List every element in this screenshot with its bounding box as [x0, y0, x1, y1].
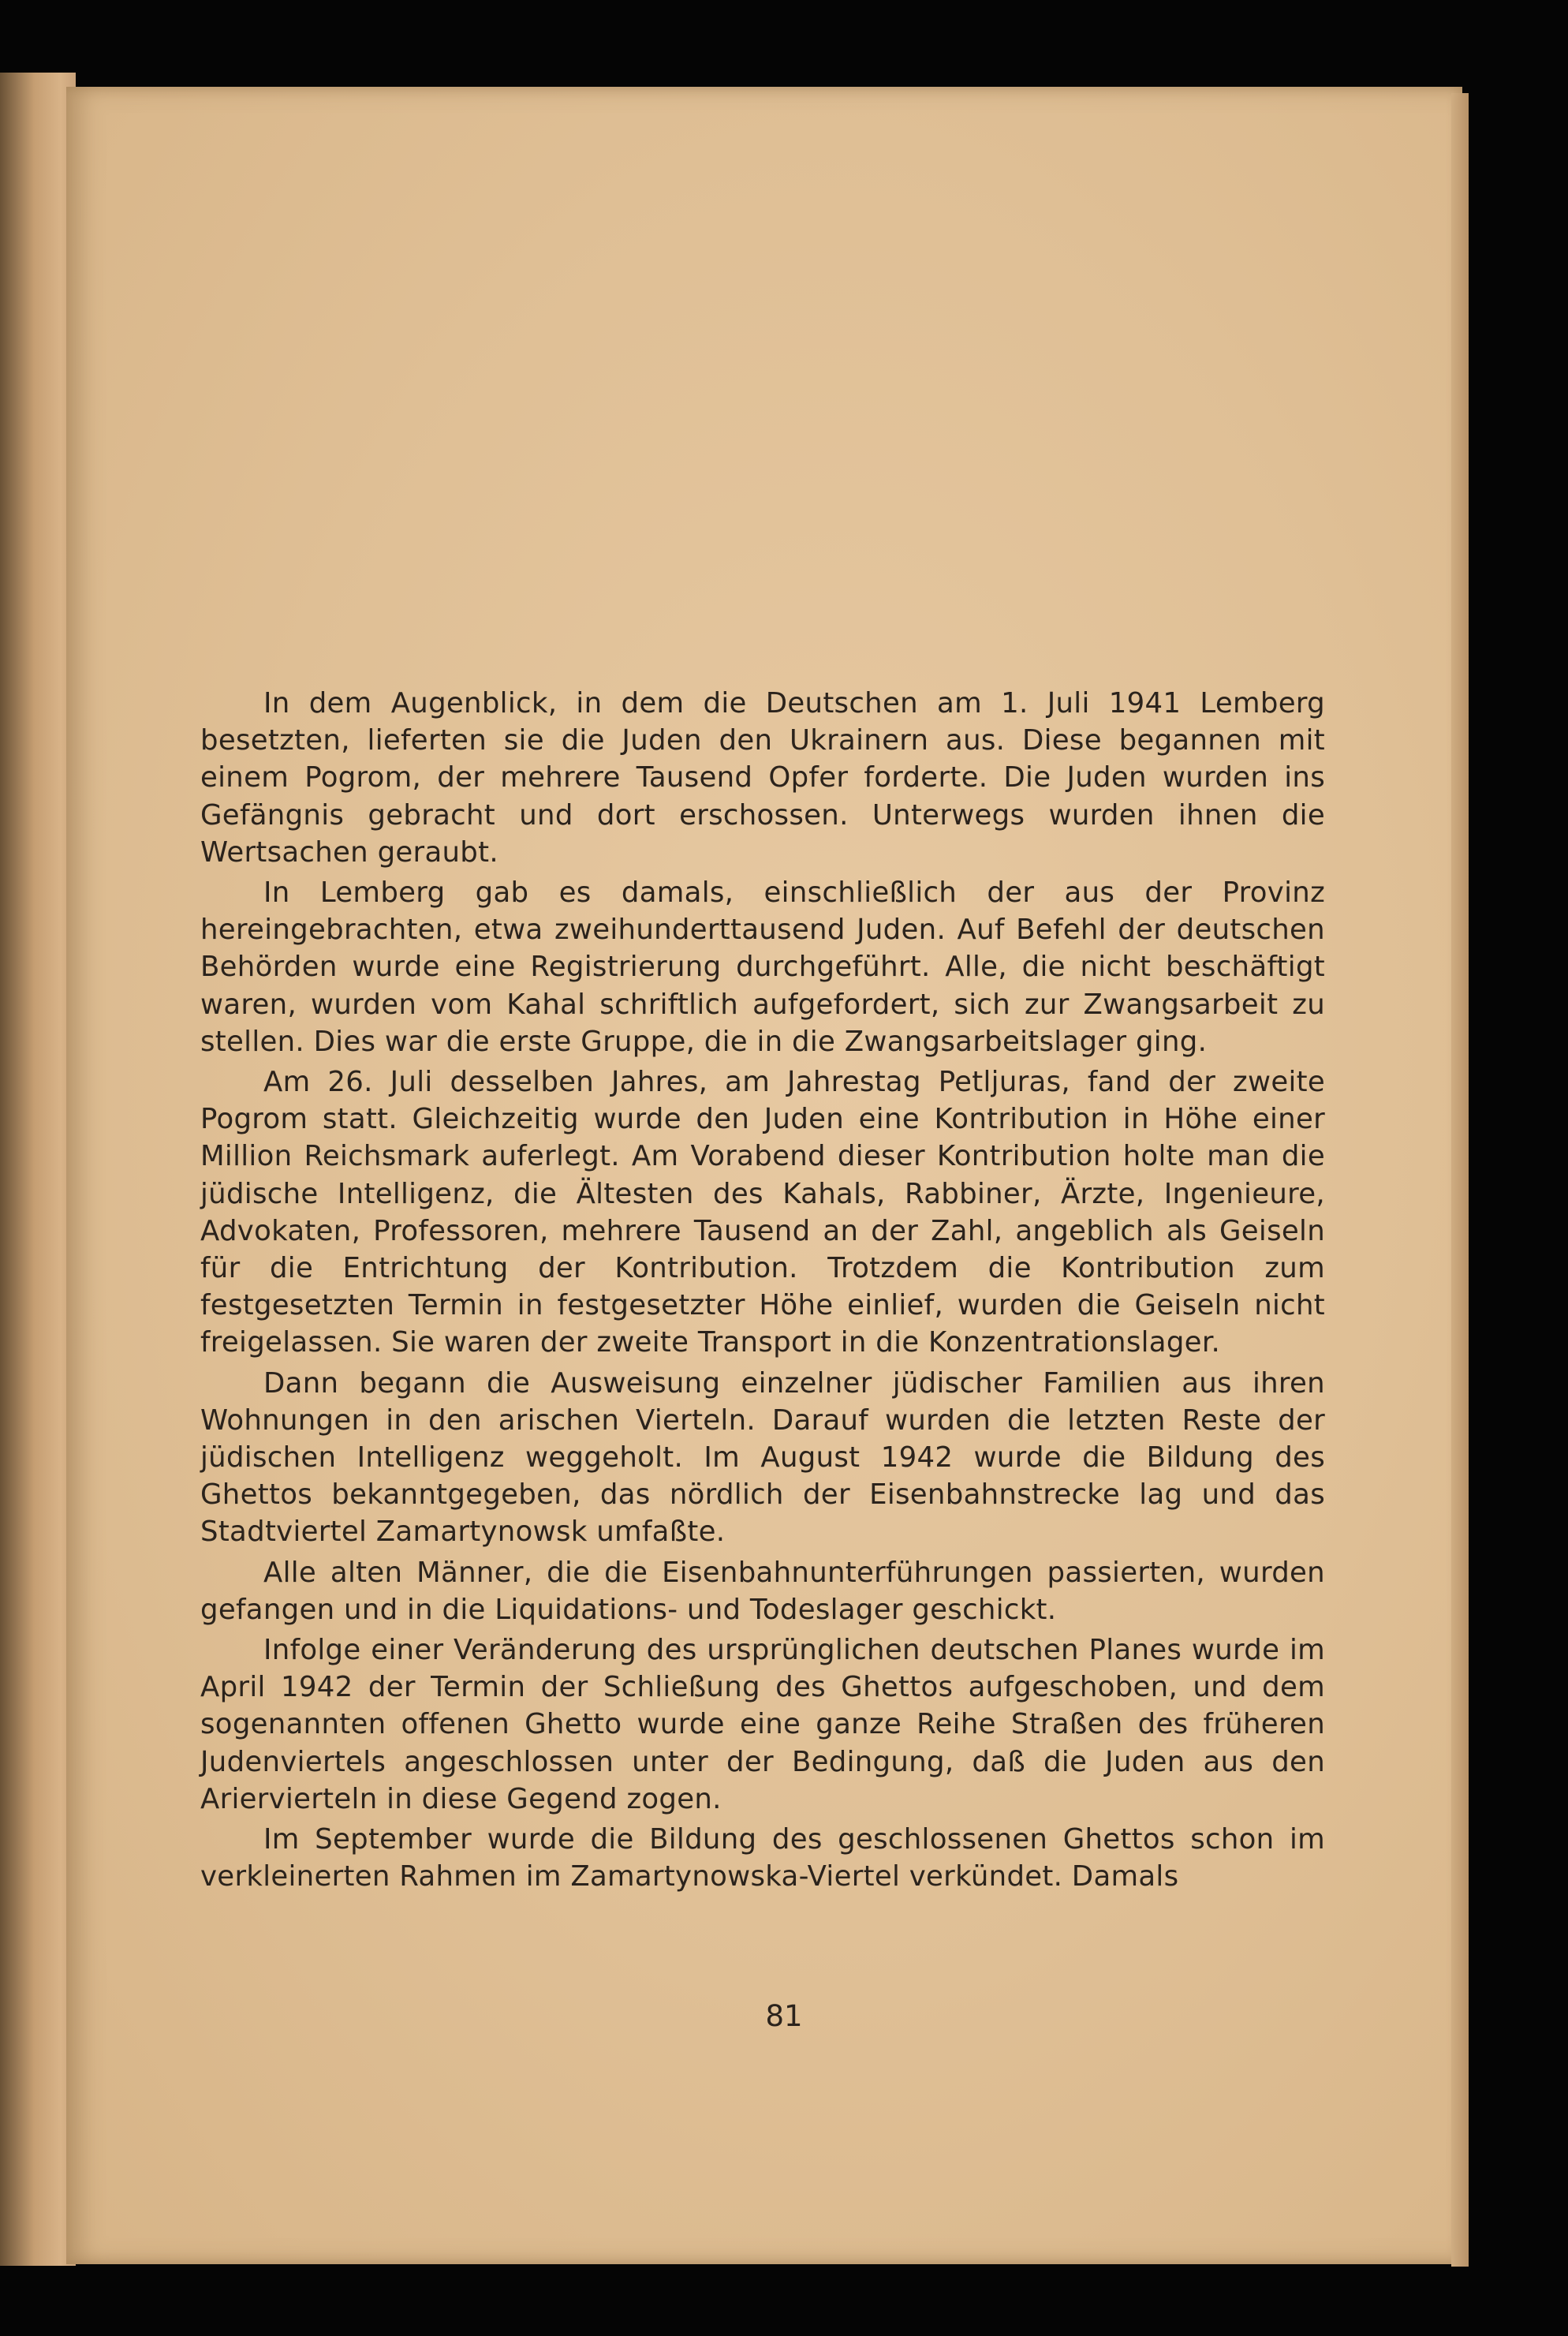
paragraph-5: Alle alten Männer, die die Eisenbahnunterführungen passierten, wurden gefangen und in die Liquidations- und Todeslager geschickt.	[200, 1556, 1325, 1626]
left-page-edge	[0, 73, 76, 2266]
paragraph-1: In dem Augenblick, in dem die Deutschen am 1. Juli 1941 Lemberg besetzten, lieferten sie die Juden den Ukrainern aus. Diese begannen mit einem Pogrom, der mehrere Tausend Opfer forderte. Die Juden wurden ins Gefängnis gebracht und dort erschossen. Unterwegs wurden ihnen die Wertsachen geraubt.	[200, 687, 1325, 869]
paragraph-6: Infolge einer Veränderung des ursprünglichen deutschen Planes wurde im April 1942 der Termin der Schließung des Ghettos aufgeschoben, und dem sogenannten offenen Ghetto wurde eine ganze Reihe Straßen des früheren Judenviertels angeschlossen unter der Bedingung, daß die Juden aus den Ariervierteln in diese Gegend zogen.	[200, 1634, 1325, 1815]
body-text	[200, 685, 1325, 1899]
paragraph-2: In Lemberg gab es damals, einschließlich der aus der Provinz hereingebrachten, etwa zweihunderttausend Juden. Auf Befehl der deutschen Behörden wurde eine Registrierung durchgeführt. Alle, die nicht beschäftigt waren, wurden vom Kahal schriftlich aufgefordert, sich zur Zwangsarbeit zu stellen. Dies war die erste Gruppe, die in die Zwangsarbeitslager ging.	[200, 876, 1325, 1058]
right-page-edge	[1451, 93, 1469, 2267]
page-number: 81	[765, 1999, 803, 2033]
paragraph-4: Dann begann die Ausweisung einzelner jüdischer Familien aus ihren Wohnungen in den arischen Vierteln. Darauf wurden die letzten Reste der jüdischen Intelligenz weggeholt. Im August 1942 wurde die Bildung des Ghettos bekanntgegeben, das nördlich der Eisenbahnstrecke lag und das Stadtviertel Zamartynowsk umfaßte.	[200, 1366, 1325, 1549]
paragraph-3: Am 26. Juli desselben Jahres, am Jahrestag Petljuras, fand der zweite Pogrom statt. Gleichzeitig wurde den Juden eine Kontribution in Höhe einer Million Reichsmark auferlegt. Am Vorabend dieser Kontribution holte man die jüdische Intelligenz, die Ältesten des Kahals, Rabbiner, Ärzte, Ingenieure, Advokaten, Professoren, mehrere Tausend an der Zahl, angeblich als Geiseln für die Entrichtung der Kontribution. Trotzdem die Kontribution zum festgesetzten Termin in festgesetzter Höhe einlief, wurden die Geiseln nicht freigelassen. Sie waren der zweite Transport in die Konzentrationslager.	[200, 1066, 1325, 1359]
paragraph-7: Im September wurde die Bildung des geschlossenen Ghettos schon im verkleinerten Rahmen im Zamartynowska-Viertel verkündet. Damals	[200, 1823, 1325, 1893]
